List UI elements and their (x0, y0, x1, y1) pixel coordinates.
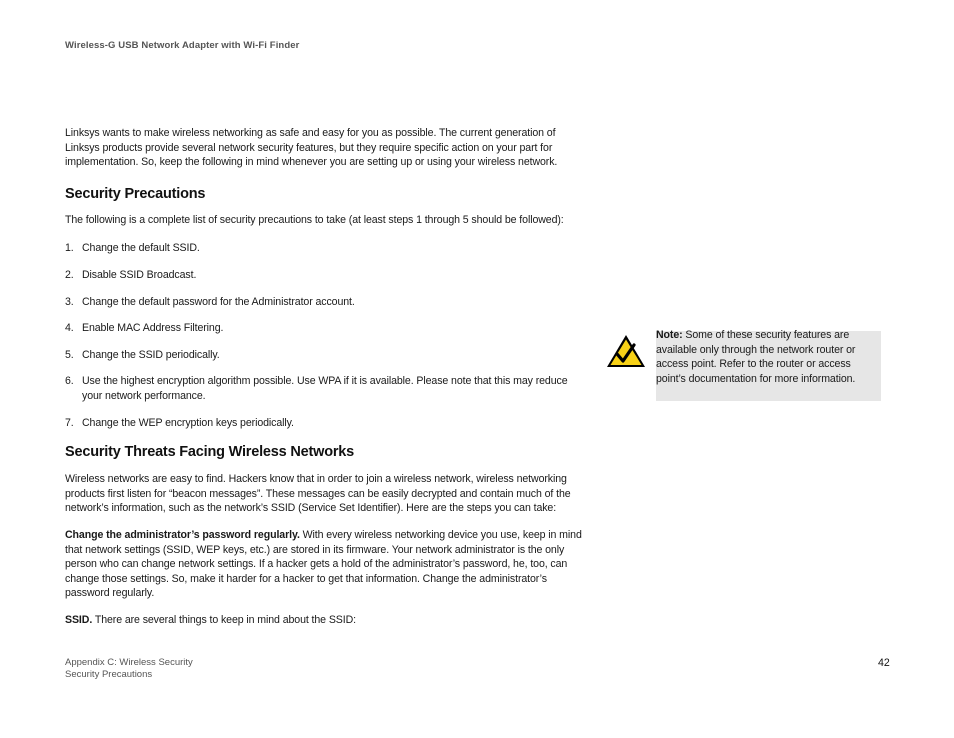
admin-password-lead: Change the administrator’s password regularly. (65, 528, 300, 541)
footer-appendix: Appendix C: Wireless Security (65, 657, 193, 668)
list-item-text: Use the highest encryption algorithm possible. Use WPA if it is available. Please note that this may reduce your network performance. (82, 375, 568, 402)
list-item-text: Change the WEP encryption keys periodically. (82, 416, 294, 429)
list-item-number: 1. (65, 242, 74, 255)
checkmark-caution-icon (606, 334, 646, 368)
section-heading-security-precautions: Security Precautions (65, 185, 206, 202)
running-header: Wireless-G USB Network Adapter with Wi-Fi Finder (65, 40, 300, 51)
list-item-number: 3. (65, 295, 74, 308)
list-item (65, 348, 590, 363)
page-number: 42 (878, 657, 890, 669)
list-item-number: 6. (65, 375, 74, 388)
admin-password-paragraph (65, 528, 590, 601)
intro-paragraph: Linksys wants to make wireless networking as safe and easy for you as possible. The current generation of Linksys products provide several network security features, but they require specific action on your part for implementation. So, keep the following in mind whenever you are setting up or using your wireless network. (65, 127, 558, 169)
list-item-number: 4. (65, 322, 74, 335)
list-item-number: 5. (65, 348, 74, 361)
footer (65, 657, 193, 681)
threats-paragraph: Wireless networks are easy to find. Hackers know that in order to join a wireless network, wireless networking products first listen for “beacon messages”. These messages can be easily decrypted and contain much of the network’s information, such as the network’s SSID (Service Set Identifier). Here are the steps you can take: (65, 473, 571, 515)
precautions-lead: The following is a complete list of security precautions to take (at least steps 1 through 5 should be followed): (65, 213, 564, 226)
precautions-list (65, 241, 590, 430)
list-item-text: Change the SSID periodically. (82, 348, 220, 361)
list-item-text: Enable MAC Address Filtering. (82, 322, 224, 335)
list-item (65, 295, 590, 310)
list-item (65, 241, 590, 256)
note-body: Some of these security features are available only through the network router or access point. Refer to the router or access point’s documentation for more information. (656, 329, 856, 385)
list-item-text: Disable SSID Broadcast. (82, 268, 197, 281)
list-item-number: 7. (65, 416, 74, 429)
note-label: Note: (656, 329, 683, 341)
main-content (65, 126, 590, 627)
footer-section: Security Precautions (65, 669, 153, 680)
admin-password-text: With every wireless networking device you use, keep in mind that network settings (SSID, WEP keys, etc.) are stored in its firmware. Your network administrator is the only person who can change network settings. If a hacker gets a hold of the administrator’s password, he, too, can change those settings. So, make it harder for a hacker to get that information. Change the administrator’s password regularly. (65, 528, 582, 600)
list-item-text: Change the default password for the Administrator account. (82, 295, 355, 308)
ssid-text: There are several things to keep in mind about the SSID: (92, 613, 356, 626)
section-heading-security-threats: Security Threats Facing Wireless Networks (65, 444, 355, 461)
ssid-lead: SSID. (65, 613, 93, 626)
list-item (65, 321, 590, 336)
list-item (65, 416, 590, 431)
ssid-paragraph (65, 613, 590, 628)
note-text (656, 328, 878, 386)
list-item (65, 268, 590, 283)
list-item-number: 2. (65, 268, 74, 281)
list-item (65, 374, 590, 403)
list-item-text: Change the default SSID. (82, 242, 200, 255)
